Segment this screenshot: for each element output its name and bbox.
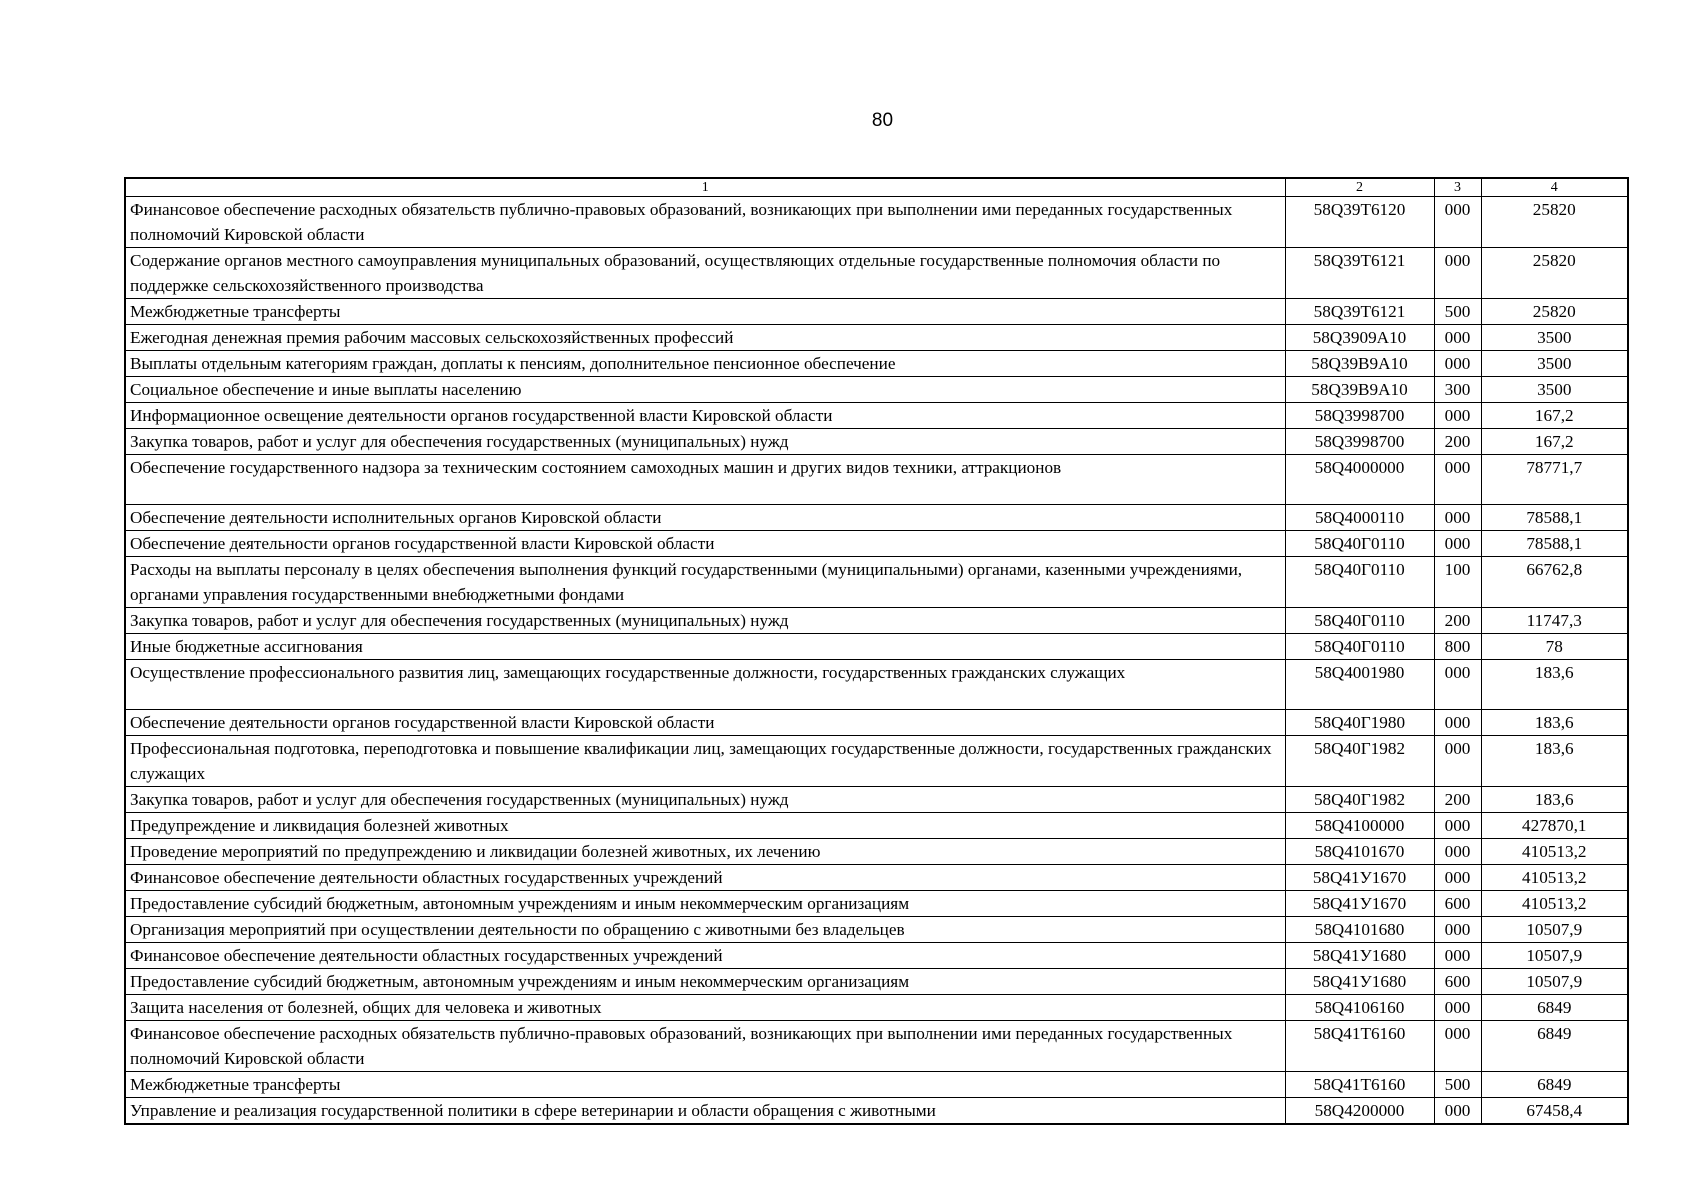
table-row <box>125 377 1628 403</box>
row-name-cell: Предупреждение и ликвидация болезней животных <box>125 813 1285 839</box>
row-expense-type-cell: 800 <box>1434 634 1481 660</box>
row-code-cell: 58Q41У1680 <box>1285 943 1434 969</box>
row-name-cell: Профессиональная подготовка, переподготовка и повышение квалификации лиц, замещающих государственные должности, государственных гражданских служащих <box>125 736 1285 787</box>
table-row <box>125 943 1628 969</box>
row-expense-type-cell: 000 <box>1434 403 1481 429</box>
table-row <box>125 403 1628 429</box>
row-code-cell: 58Q41У1680 <box>1285 969 1434 995</box>
row-expense-type-cell: 200 <box>1434 608 1481 634</box>
page-number: 80 <box>871 110 894 131</box>
row-amount-cell: 427870,1 <box>1481 813 1628 839</box>
row-expense-type-cell: 000 <box>1434 1098 1481 1125</box>
row-expense-type-cell: 000 <box>1434 995 1481 1021</box>
table-row <box>125 557 1628 608</box>
table-body <box>125 197 1628 1125</box>
row-expense-type-cell: 000 <box>1434 710 1481 736</box>
row-amount-cell: 410513,2 <box>1481 839 1628 865</box>
table-row <box>125 531 1628 557</box>
table-row <box>125 1098 1628 1125</box>
row-name-cell: Межбюджетные трансферты <box>125 299 1285 325</box>
row-expense-type-cell: 000 <box>1434 455 1481 505</box>
row-name-cell: Расходы на выплаты персоналу в целях обеспечения выполнения функций государственными (муниципальными) органами, казенными учреждениями, органами управления государственными внебюджетными фондами <box>125 557 1285 608</box>
row-name-cell: Обеспечение государственного надзора за техническим состоянием самоходных машин и других видов техники, аттракционов <box>125 455 1285 505</box>
row-expense-type-cell: 000 <box>1434 736 1481 787</box>
row-amount-cell: 6849 <box>1481 1072 1628 1098</box>
row-code-cell: 58Q39T6121 <box>1285 248 1434 299</box>
row-name-cell: Проведение мероприятий по предупреждению и ликвидации болезней животных, их лечению <box>125 839 1285 865</box>
table-row <box>125 969 1628 995</box>
row-name-cell: Осуществление профессионального развития лиц, замещающих государственные должности, государственных гражданских служащих <box>125 660 1285 710</box>
row-code-cell: 58Q4000110 <box>1285 505 1434 531</box>
row-name-cell: Закупка товаров, работ и услуг для обеспечения государственных (муниципальных) нужд <box>125 787 1285 813</box>
row-amount-cell: 66762,8 <box>1481 557 1628 608</box>
row-code-cell: 58Q4200000 <box>1285 1098 1434 1125</box>
row-expense-type-cell: 200 <box>1434 787 1481 813</box>
table-row <box>125 299 1628 325</box>
row-expense-type-cell: 000 <box>1434 197 1481 248</box>
row-code-cell: 58Q39B9A10 <box>1285 377 1434 403</box>
row-amount-cell: 3500 <box>1481 377 1628 403</box>
row-amount-cell: 10507,9 <box>1481 917 1628 943</box>
row-name-cell: Содержание органов местного самоуправления муниципальных образований, осуществляющих отдельные государственные полномочия области по поддержке сельскохозяйственного производства <box>125 248 1285 299</box>
row-expense-type-cell: 600 <box>1434 969 1481 995</box>
row-code-cell: 58Q3998700 <box>1285 429 1434 455</box>
table-row <box>125 813 1628 839</box>
row-name-cell: Межбюджетные трансферты <box>125 1072 1285 1098</box>
table-row <box>125 197 1628 248</box>
row-name-cell: Предоставление субсидий бюджетным, автономным учреждениям и иным некоммерческим организациям <box>125 891 1285 917</box>
row-code-cell: 58Q40Г0110 <box>1285 634 1434 660</box>
row-name-cell: Ежегодная денежная премия рабочим массовых сельскохозяйственных профессий <box>125 325 1285 351</box>
row-amount-cell: 10507,9 <box>1481 943 1628 969</box>
row-amount-cell: 410513,2 <box>1481 891 1628 917</box>
row-name-cell: Закупка товаров, работ и услуг для обеспечения государственных (муниципальных) нужд <box>125 429 1285 455</box>
row-expense-type-cell: 200 <box>1434 429 1481 455</box>
row-code-cell: 58Q40Г0110 <box>1285 557 1434 608</box>
row-expense-type-cell: 000 <box>1434 813 1481 839</box>
row-code-cell: 58Q39T6120 <box>1285 197 1434 248</box>
row-code-cell: 58Q40Г0110 <box>1285 531 1434 557</box>
table-row <box>125 1021 1628 1072</box>
row-expense-type-cell: 100 <box>1434 557 1481 608</box>
row-expense-type-cell: 500 <box>1434 1072 1481 1098</box>
row-amount-cell: 67458,4 <box>1481 1098 1628 1125</box>
row-expense-type-cell: 000 <box>1434 943 1481 969</box>
row-name-cell: Обеспечение деятельности органов государственной власти Кировской области <box>125 710 1285 736</box>
table-row <box>125 634 1628 660</box>
row-name-cell: Социальное обеспечение и иные выплаты населению <box>125 377 1285 403</box>
row-expense-type-cell: 000 <box>1434 531 1481 557</box>
row-code-cell: 58Q4001980 <box>1285 660 1434 710</box>
row-name-cell: Финансовое обеспечение расходных обязательств публично-правовых образований, возникающих при выполнении ими переданных государственных полномочий Кировской области <box>125 1021 1285 1072</box>
row-expense-type-cell: 000 <box>1434 351 1481 377</box>
row-code-cell: 58Q39T6121 <box>1285 299 1434 325</box>
row-code-cell: 58Q4101680 <box>1285 917 1434 943</box>
row-expense-type-cell: 000 <box>1434 660 1481 710</box>
table-row <box>125 455 1628 505</box>
table-row <box>125 660 1628 710</box>
table-row <box>125 608 1628 634</box>
table-row <box>125 248 1628 299</box>
row-name-cell: Обеспечение деятельности исполнительных органов Кировской области <box>125 505 1285 531</box>
row-code-cell: 58Q41T6160 <box>1285 1021 1434 1072</box>
row-amount-cell: 167,2 <box>1481 403 1628 429</box>
row-code-cell: 58Q4101670 <box>1285 839 1434 865</box>
table-row <box>125 710 1628 736</box>
table-row <box>125 995 1628 1021</box>
table-row <box>125 325 1628 351</box>
header-col-2: 2 <box>1285 178 1434 197</box>
row-expense-type-cell: 000 <box>1434 1021 1481 1072</box>
header-col-4: 4 <box>1481 178 1628 197</box>
row-name-cell: Финансовое обеспечение деятельности областных государственных учреждений <box>125 943 1285 969</box>
row-amount-cell: 410513,2 <box>1481 865 1628 891</box>
row-amount-cell: 6849 <box>1481 995 1628 1021</box>
row-code-cell: 58Q40Г1982 <box>1285 787 1434 813</box>
row-expense-type-cell: 000 <box>1434 505 1481 531</box>
row-amount-cell: 183,6 <box>1481 710 1628 736</box>
row-amount-cell: 25820 <box>1481 248 1628 299</box>
row-name-cell: Управление и реализация государственной политики в сфере ветеринарии и области обращения с животными <box>125 1098 1285 1125</box>
row-amount-cell: 183,6 <box>1481 736 1628 787</box>
row-expense-type-cell: 000 <box>1434 917 1481 943</box>
table-row <box>125 839 1628 865</box>
row-expense-type-cell: 000 <box>1434 865 1481 891</box>
row-code-cell: 58Q40Г0110 <box>1285 608 1434 634</box>
row-amount-cell: 78771,7 <box>1481 455 1628 505</box>
budget-table <box>124 177 1629 1125</box>
row-amount-cell: 78588,1 <box>1481 505 1628 531</box>
row-amount-cell: 25820 <box>1481 299 1628 325</box>
row-expense-type-cell: 000 <box>1434 248 1481 299</box>
row-expense-type-cell: 000 <box>1434 839 1481 865</box>
row-code-cell: 58Q41У1670 <box>1285 865 1434 891</box>
row-code-cell: 58Q40Г1982 <box>1285 736 1434 787</box>
row-amount-cell: 183,6 <box>1481 660 1628 710</box>
row-expense-type-cell: 300 <box>1434 377 1481 403</box>
table-row <box>125 917 1628 943</box>
row-name-cell: Финансовое обеспечение расходных обязательств публично-правовых образований, возникающих при выполнении ими переданных государственных полномочий Кировской области <box>125 197 1285 248</box>
row-code-cell: 58Q4106160 <box>1285 995 1434 1021</box>
table-row <box>125 1072 1628 1098</box>
row-name-cell: Закупка товаров, работ и услуг для обеспечения государственных (муниципальных) нужд <box>125 608 1285 634</box>
row-code-cell: 58Q41У1670 <box>1285 891 1434 917</box>
table-row <box>125 787 1628 813</box>
row-code-cell: 58Q41T6160 <box>1285 1072 1434 1098</box>
row-expense-type-cell: 600 <box>1434 891 1481 917</box>
row-amount-cell: 25820 <box>1481 197 1628 248</box>
row-name-cell: Иные бюджетные ассигнования <box>125 634 1285 660</box>
table-row <box>125 429 1628 455</box>
header-col-3: 3 <box>1434 178 1481 197</box>
row-name-cell: Обеспечение деятельности органов государственной власти Кировской области <box>125 531 1285 557</box>
header-col-1: 1 <box>125 178 1285 197</box>
row-amount-cell: 3500 <box>1481 325 1628 351</box>
row-code-cell: 58Q3998700 <box>1285 403 1434 429</box>
row-code-cell: 58Q3909A10 <box>1285 325 1434 351</box>
row-amount-cell: 167,2 <box>1481 429 1628 455</box>
row-name-cell: Информационное освещение деятельности органов государственной власти Кировской области <box>125 403 1285 429</box>
row-name-cell: Финансовое обеспечение деятельности областных государственных учреждений <box>125 865 1285 891</box>
row-name-cell: Защита населения от болезней, общих для человека и животных <box>125 995 1285 1021</box>
row-code-cell: 58Q40Г1980 <box>1285 710 1434 736</box>
table-row <box>125 351 1628 377</box>
row-name-cell: Предоставление субсидий бюджетным, автономным учреждениям и иным некоммерческим организациям <box>125 969 1285 995</box>
row-code-cell: 58Q39B9A10 <box>1285 351 1434 377</box>
row-amount-cell: 3500 <box>1481 351 1628 377</box>
row-name-cell: Организация мероприятий при осуществлении деятельности по обращению с животными без владельцев <box>125 917 1285 943</box>
row-name-cell: Выплаты отдельным категориям граждан, доплаты к пенсиям, дополнительное пенсионное обеспечение <box>125 351 1285 377</box>
row-amount-cell: 6849 <box>1481 1021 1628 1072</box>
table-header-row <box>125 178 1628 197</box>
row-amount-cell: 78588,1 <box>1481 531 1628 557</box>
row-code-cell: 58Q4000000 <box>1285 455 1434 505</box>
row-amount-cell: 11747,3 <box>1481 608 1628 634</box>
row-expense-type-cell: 500 <box>1434 299 1481 325</box>
table-row <box>125 505 1628 531</box>
row-amount-cell: 183,6 <box>1481 787 1628 813</box>
row-amount-cell: 78 <box>1481 634 1628 660</box>
row-amount-cell: 10507,9 <box>1481 969 1628 995</box>
row-expense-type-cell: 000 <box>1434 325 1481 351</box>
table-row <box>125 736 1628 787</box>
table-row <box>125 865 1628 891</box>
table-row <box>125 891 1628 917</box>
row-code-cell: 58Q4100000 <box>1285 813 1434 839</box>
